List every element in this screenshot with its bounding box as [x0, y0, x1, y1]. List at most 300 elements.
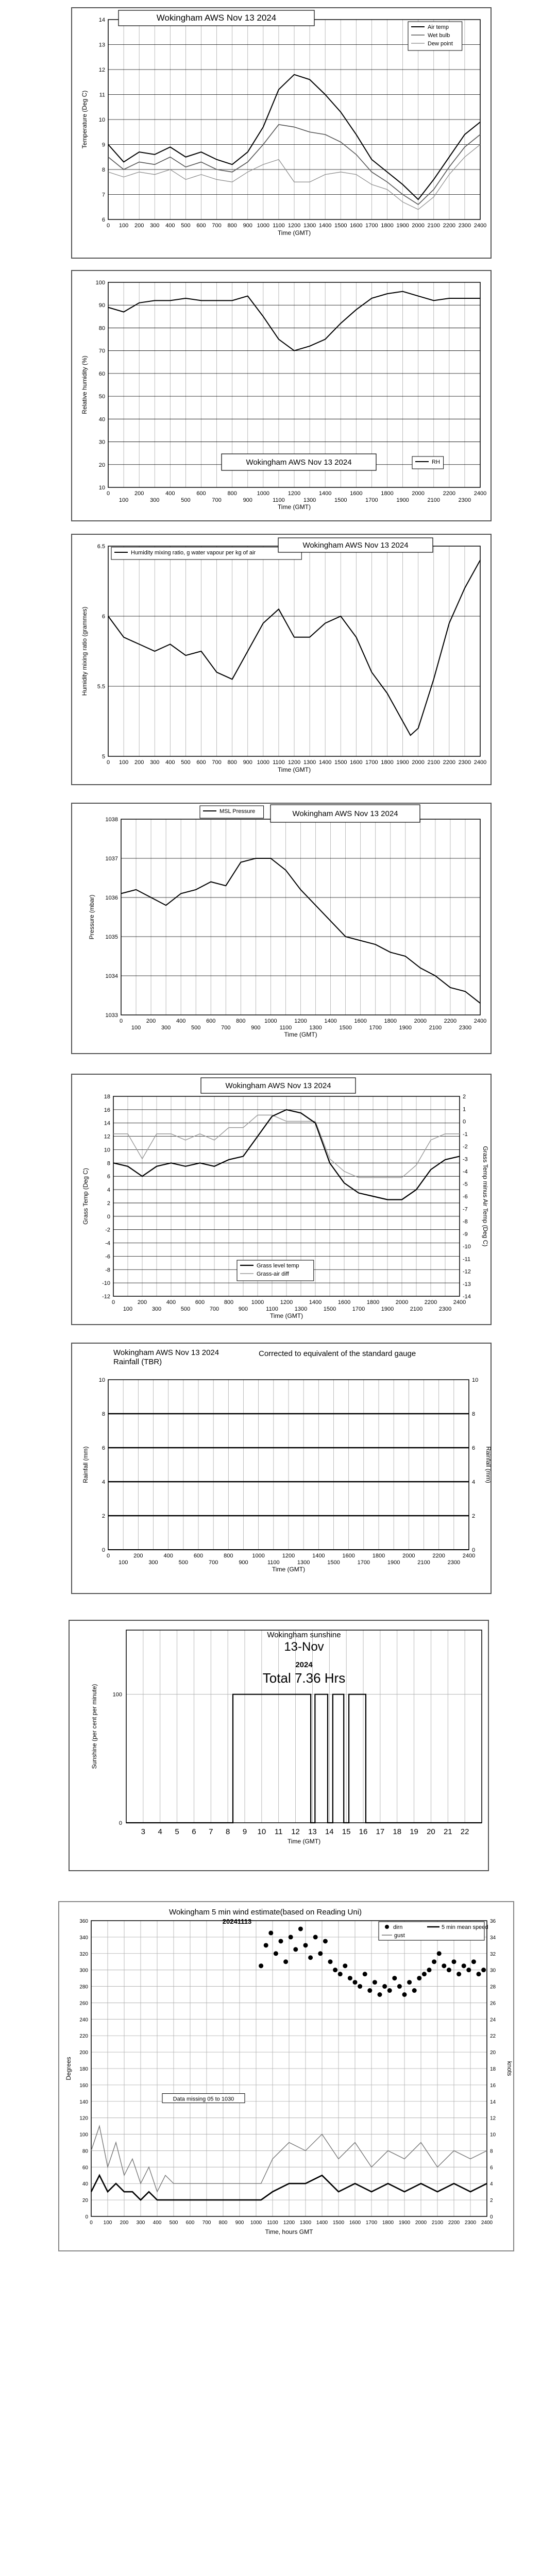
x-tick-label: 700 — [208, 1560, 218, 1566]
y-tick-label: -10 — [102, 1280, 110, 1287]
x-tick-label: 800 — [224, 1553, 233, 1559]
y-tick-label: 120 — [79, 2115, 88, 2122]
sunshine-chart-panel — [69, 1620, 489, 1871]
x-tick-label: 100 — [119, 759, 129, 766]
y-tick-label: 13 — [98, 42, 105, 48]
y-tick-label: 2 — [107, 1200, 110, 1207]
x-tick-label: 500 — [191, 1025, 201, 1031]
y-tick-label: 5.5 — [97, 684, 105, 690]
legend-entry: Humidity mixing ratio, g water vapour per kg of air — [131, 550, 256, 556]
scatter-point-dirn — [442, 1963, 446, 1968]
x-tick-label: 2200 — [432, 1553, 445, 1559]
scatter-point-dirn — [279, 1939, 283, 1943]
y-tick-label: 8 — [107, 1160, 110, 1167]
y-tick-label: 140 — [79, 2099, 88, 2105]
y-tick-label: 16 — [104, 1107, 110, 1113]
x-tick-label: 400 — [165, 223, 175, 229]
scatter-point-dirn — [481, 1968, 486, 1972]
y-tick-label-right: -12 — [463, 1268, 471, 1275]
chart-title: Wokingham AWS Nov 13 2024 — [156, 13, 277, 23]
scatter-point-dirn — [367, 1988, 372, 1993]
y-tick-label: 220 — [79, 2033, 88, 2040]
x-tick-label: 900 — [251, 1025, 261, 1031]
x-tick-label: 19 — [410, 1827, 418, 1836]
x-tick-label: 300 — [148, 1560, 158, 1566]
x-tick-label: 2400 — [474, 1018, 487, 1024]
x-tick-label: 18 — [393, 1827, 402, 1836]
legend-entry: gust — [394, 1933, 405, 1939]
y-tick-label: 9 — [102, 142, 105, 148]
y-tick-label-right: -9 — [463, 1231, 468, 1238]
y-tick-label: 160 — [79, 2082, 88, 2089]
x-tick-label: 2000 — [415, 2220, 427, 2226]
y-tick-label-right: -10 — [463, 1244, 471, 1250]
rainfall-chart-panel — [71, 1343, 492, 1594]
x-tick-label: 100 — [123, 1306, 133, 1312]
y-tick-label-right: -13 — [463, 1281, 471, 1287]
y-tick-label: 360 — [79, 1919, 88, 1924]
x-tick-label: 2300 — [447, 1560, 461, 1566]
mixing-ratio-chart-panel — [71, 534, 492, 785]
x-tick-label: 5 — [175, 1827, 179, 1836]
x-tick-label: 1000 — [250, 2220, 262, 2226]
x-tick-label: 9 — [242, 1827, 247, 1836]
y-tick-label: 20 — [82, 2198, 88, 2204]
x-tick-label: 200 — [133, 1553, 143, 1559]
y-tick-label: 1038 — [105, 817, 118, 823]
y-tick-label: -4 — [105, 1240, 110, 1247]
x-tick-label: 1300 — [303, 759, 316, 766]
x-tick-label: 100 — [131, 1025, 141, 1031]
x-tick-label: 600 — [195, 1299, 205, 1306]
y-tick-label: 4 — [107, 1187, 110, 1194]
y-tick-label-right: -8 — [463, 1218, 468, 1225]
x-tick-label: 1800 — [382, 2220, 394, 2226]
y-tick-label-right: -7 — [463, 1206, 468, 1213]
x-axis-label: Time, hours GMT — [265, 2228, 313, 2235]
x-tick-label: 8 — [225, 1827, 230, 1836]
plot-area-border — [126, 1630, 482, 1823]
x-tick-label: 2100 — [427, 223, 440, 229]
legend-entry: dirn — [393, 1924, 403, 1930]
scatter-point-dirn — [303, 1943, 308, 1947]
scatter-point-dirn — [387, 1988, 392, 1993]
x-tick-label: 1900 — [396, 497, 409, 503]
scatter-point-dirn — [353, 1980, 358, 1985]
y-tick-label: -8 — [105, 1267, 110, 1274]
x-tick-label: 900 — [243, 223, 252, 229]
x-tick-label: 1600 — [350, 223, 363, 229]
scatter-point-dirn — [293, 1947, 298, 1952]
x-tick-label: 2000 — [414, 1018, 427, 1024]
x-tick-label: 1900 — [381, 1306, 394, 1312]
x-tick-label: 200 — [134, 490, 144, 497]
x-tick-label: 21 — [443, 1827, 452, 1836]
x-tick-label: 1400 — [312, 1553, 325, 1559]
x-tick-label: 1700 — [365, 497, 378, 503]
y-tick-label-right: 20 — [490, 2050, 496, 2056]
y-tick-label: 320 — [79, 1951, 88, 1957]
y-tick-label: 18 — [104, 1094, 110, 1100]
pressure-chart — [72, 804, 493, 1055]
x-tick-label: 2200 — [444, 1018, 457, 1024]
x-tick-label: 2200 — [443, 490, 456, 497]
x-tick-label: 14 — [325, 1827, 334, 1836]
x-tick-label: 200 — [120, 2220, 129, 2226]
x-tick-label: 500 — [180, 1306, 191, 1312]
x-tick-label: 700 — [212, 497, 222, 503]
x-tick-label: 1400 — [316, 2220, 328, 2226]
x-tick-label: 800 — [236, 1018, 246, 1024]
x-tick-label: 1200 — [288, 490, 301, 497]
y-tick-label-right: 6 — [472, 1445, 476, 1451]
x-tick-label: 1100 — [273, 497, 285, 503]
y-tick-label-right: 22 — [490, 2033, 496, 2040]
x-tick-label: 300 — [136, 2220, 145, 2226]
chart-title: Wokingham AWS Nov 13 2024 — [113, 1348, 219, 1357]
chart-total: Total 7.36 Hrs — [262, 1670, 346, 1686]
y-tick-label-right: -11 — [463, 1256, 471, 1263]
y-tick-label-right: 28 — [490, 1984, 496, 1990]
x-tick-label: 700 — [202, 2220, 211, 2226]
x-tick-label: 900 — [235, 2220, 244, 2226]
scatter-point-dirn — [259, 1963, 263, 1968]
x-tick-label: 1400 — [309, 1299, 322, 1306]
x-tick-label: 200 — [134, 223, 144, 229]
x-tick-label: 1300 — [297, 1560, 310, 1566]
y-tick-label: 12 — [104, 1133, 110, 1140]
x-axis-label: Time (GMT) — [277, 229, 311, 236]
x-tick-label: 1500 — [334, 223, 347, 229]
grass-temp-chart — [72, 1075, 493, 1326]
scatter-point-dirn — [407, 1980, 412, 1985]
x-tick-label: 600 — [196, 759, 206, 766]
chart-title: Wokingham 5 min wind estimate(based on Reading Uni) — [168, 1908, 362, 1917]
scatter-point-dirn — [313, 1935, 318, 1939]
y-tick-label: 6 — [102, 217, 105, 223]
legend-entry: Air temp — [428, 24, 449, 30]
x-tick-label: 200 — [137, 1299, 147, 1306]
grass-temp-chart-panel — [71, 1074, 492, 1325]
x-tick-label: 400 — [176, 1018, 186, 1024]
x-tick-label: 200 — [146, 1018, 156, 1024]
y-tick-label-right: 32 — [490, 1951, 496, 1957]
x-tick-label: 2400 — [474, 759, 487, 766]
x-tick-label: 200 — [134, 759, 144, 766]
y-tick-label-right: 0 — [463, 1118, 466, 1125]
x-tick-label: 1800 — [384, 1018, 397, 1024]
y-axis-label: Sunshine (per cent per minute) — [91, 1684, 98, 1769]
x-tick-label: 1300 — [303, 223, 316, 229]
x-tick-label: 3 — [141, 1827, 146, 1836]
x-tick-label: 500 — [169, 2220, 178, 2226]
scatter-point-dirn — [457, 1972, 461, 1976]
scatter-point-dirn — [308, 1955, 313, 1960]
x-tick-label: 1900 — [387, 1560, 400, 1566]
x-tick-label: 1000 — [251, 1299, 264, 1306]
y-tick-label-right: 16 — [490, 2082, 496, 2089]
x-tick-label: 2100 — [431, 2220, 444, 2226]
humidity-chart-panel — [71, 270, 492, 521]
y-tick-label: 14 — [98, 17, 105, 23]
wind-chart — [59, 1902, 515, 2252]
x-tick-label: 600 — [196, 223, 206, 229]
y-tick-label: 11 — [99, 92, 105, 98]
scatter-point-dirn — [363, 1972, 367, 1976]
y-tick-label: 0 — [119, 1820, 122, 1826]
x-tick-label: 500 — [178, 1560, 189, 1566]
sunshine-chart — [70, 1621, 490, 1872]
y-tick-label-right: -14 — [463, 1294, 471, 1300]
x-tick-label: 700 — [221, 1025, 231, 1031]
x-tick-label: 0 — [90, 2220, 93, 2226]
x-tick-label: 1000 — [257, 223, 270, 229]
scatter-point-dirn — [402, 1992, 407, 1997]
x-tick-label: 1400 — [318, 759, 332, 766]
x-tick-label: 4 — [158, 1827, 162, 1836]
scatter-point-dirn — [452, 1959, 457, 1964]
x-tick-label: 1700 — [365, 759, 378, 766]
x-tick-label: 1200 — [282, 1553, 295, 1559]
legend-entry: Grass-air diff — [257, 1271, 289, 1277]
y-tick-label-right: 30 — [490, 1968, 496, 1974]
chart-subtitle: 20241113 — [222, 1918, 252, 1925]
x-tick-label: 1800 — [372, 1553, 385, 1559]
scatter-point-dirn — [392, 1976, 397, 1980]
mixing-ratio-chart — [72, 535, 493, 786]
x-tick-label: 1100 — [267, 2220, 278, 2226]
scatter-point-dirn — [477, 1972, 481, 1976]
x-tick-label: 700 — [212, 759, 222, 766]
x-tick-label: 600 — [206, 1018, 216, 1024]
chart-title: Wokingham AWS Nov 13 2024 — [246, 458, 352, 467]
x-tick-label: 1300 — [303, 497, 316, 503]
x-tick-label: 1200 — [280, 1299, 293, 1306]
x-tick-label: 1100 — [279, 1025, 292, 1031]
x-tick-label: 2100 — [417, 1560, 430, 1566]
x-tick-label: 0 — [106, 1553, 110, 1559]
y-tick-label: 80 — [98, 325, 105, 332]
x-tick-label: 2000 — [412, 759, 425, 766]
x-tick-label: 800 — [224, 1299, 234, 1306]
x-tick-label: 12 — [291, 1827, 300, 1836]
x-tick-label: 1600 — [349, 2220, 361, 2226]
y-tick-label: 100 — [79, 2132, 88, 2138]
x-tick-label: 0 — [111, 1299, 115, 1306]
x-tick-label: 1100 — [266, 1306, 278, 1312]
x-tick-label: 1100 — [267, 1560, 280, 1566]
y-tick-label: 100 — [112, 1691, 122, 1698]
x-tick-label: 500 — [181, 759, 191, 766]
y-tick-label-right: 1 — [463, 1106, 466, 1113]
y-tick-label: 6 — [107, 1174, 110, 1180]
scatter-point-dirn — [348, 1976, 352, 1980]
y-tick-label: 6.5 — [97, 544, 105, 550]
legend-entry: MSL Pressure — [219, 808, 256, 815]
x-tick-label: 1200 — [288, 759, 301, 766]
y-tick-label: 14 — [104, 1120, 110, 1127]
y-tick-label-right: 6 — [490, 2165, 493, 2171]
scatter-point-dirn — [328, 1959, 333, 1964]
y-tick-label: 50 — [98, 394, 105, 400]
x-tick-label: 1000 — [257, 759, 270, 766]
scatter-point-dirn — [338, 1972, 343, 1976]
y-tick-label: -2 — [105, 1227, 110, 1233]
chart-year: 2024 — [295, 1660, 313, 1669]
y-tick-label-right: 18 — [490, 2066, 496, 2072]
x-tick-label: 2400 — [474, 223, 487, 229]
y-tick-label-right: 4 — [472, 1479, 476, 1485]
x-tick-label: 100 — [119, 223, 129, 229]
x-tick-label: 1300 — [309, 1025, 322, 1031]
x-tick-label: 1000 — [264, 1018, 277, 1024]
y-tick-label: -6 — [105, 1253, 110, 1260]
x-tick-label: 500 — [181, 223, 191, 229]
y-tick-label-right: -1 — [463, 1131, 468, 1138]
scatter-point-dirn — [323, 1939, 328, 1943]
humidity-chart — [72, 271, 493, 522]
x-tick-label: 0 — [106, 223, 110, 229]
y-tick-label: 340 — [79, 1935, 88, 1941]
scatter-point-dirn — [318, 1951, 323, 1956]
x-tick-label: 700 — [209, 1306, 219, 1312]
x-tick-label: 2400 — [462, 1553, 476, 1559]
y-tick-label-right: 36 — [490, 1919, 496, 1924]
x-tick-label: 700 — [212, 223, 222, 229]
chart-title: Wokingham AWS Nov 13 2024 — [225, 1081, 331, 1090]
scatter-point-dirn — [268, 1930, 273, 1935]
chart-annotation: Data missing 05 to 1030 — [173, 2096, 234, 2103]
x-tick-label: 1400 — [318, 223, 332, 229]
x-tick-label: 1900 — [396, 223, 409, 229]
x-tick-label: 400 — [165, 490, 175, 497]
x-tick-label: 2200 — [443, 223, 456, 229]
y-axis-label: Pressure (mbar) — [88, 894, 95, 940]
chart-title: Wokingham sunshine — [267, 1631, 341, 1639]
y-tick-label: 0 — [85, 2214, 88, 2220]
scatter-point-dirn — [427, 1968, 432, 1972]
scatter-point-dirn — [437, 1951, 442, 1956]
y-tick-label: 80 — [82, 2148, 88, 2155]
x-tick-label: 11 — [274, 1827, 283, 1836]
y-tick-label-right: 10 — [490, 2132, 496, 2138]
y-tick-label-right: 34 — [490, 1935, 496, 1941]
x-tick-label: 1600 — [354, 1018, 367, 1024]
x-tick-label: 2100 — [429, 1025, 442, 1031]
scatter-point-dirn — [466, 1968, 471, 1972]
scatter-point-dirn — [298, 1926, 303, 1931]
x-tick-label: 2100 — [427, 497, 440, 503]
x-tick-label: 300 — [150, 497, 160, 503]
x-tick-label: 600 — [196, 490, 206, 497]
scatter-point-dirn — [432, 1959, 436, 1964]
x-tick-label: 1100 — [273, 223, 285, 229]
y-tick-label-right: -2 — [463, 1144, 468, 1150]
y-tick-label: 240 — [79, 2017, 88, 2023]
y-axis-label-right: Grass Temp minus Air Temp (Deg C) — [482, 1146, 489, 1247]
x-tick-label: 1000 — [257, 490, 270, 497]
y-axis-label-right: Rainfall (mm) — [485, 1446, 492, 1483]
x-tick-label: 1500 — [339, 1025, 352, 1031]
x-tick-label: 2300 — [464, 2220, 477, 2226]
y-tick-label: 200 — [79, 2050, 88, 2056]
chart-annotation: Corrected to equivalent of the standard gauge — [259, 1349, 416, 1358]
x-tick-label: 10 — [257, 1827, 266, 1836]
x-tick-label: 900 — [239, 1560, 248, 1566]
y-tick-label-right: -3 — [463, 1156, 468, 1163]
x-tick-label: 900 — [243, 759, 252, 766]
y-axis-label: Temperature (Deg C) — [81, 90, 88, 149]
chart-subtitle: Rainfall (TBR) — [113, 1358, 162, 1366]
x-tick-label: 2400 — [481, 2220, 493, 2226]
x-tick-label: 0 — [106, 490, 110, 497]
y-tick-label: 260 — [79, 2001, 88, 2007]
y-tick-label: 5 — [102, 754, 105, 760]
legend-swatch — [385, 1925, 389, 1929]
y-tick-label: 1036 — [105, 895, 118, 901]
x-tick-label: 15 — [342, 1827, 351, 1836]
x-tick-label: 1500 — [323, 1306, 336, 1312]
x-tick-label: 2400 — [453, 1299, 466, 1306]
y-tick-label-right: 4 — [490, 2181, 493, 2188]
x-tick-label: 1200 — [283, 2220, 295, 2226]
y-tick-label: 6 — [102, 1445, 105, 1451]
x-tick-label: 1500 — [327, 1560, 340, 1566]
legend-entry: RH — [432, 459, 440, 465]
x-tick-label: 1800 — [366, 1299, 380, 1306]
scatter-point-dirn — [462, 1963, 466, 1968]
scatter-point-dirn — [412, 1988, 417, 1993]
scatter-point-dirn — [417, 1976, 421, 1980]
x-tick-label: 300 — [150, 759, 160, 766]
x-tick-label: 2000 — [412, 490, 425, 497]
x-tick-label: 600 — [193, 1553, 204, 1559]
y-axis-label: Rainfall (mm) — [82, 1446, 89, 1483]
y-tick-label-right: 12 — [490, 2115, 496, 2122]
x-tick-label: 2000 — [412, 223, 425, 229]
x-tick-label: 1600 — [350, 759, 363, 766]
x-tick-label: 1700 — [365, 223, 378, 229]
y-tick-label: 20 — [98, 462, 105, 468]
y-tick-label: 180 — [79, 2066, 88, 2072]
x-tick-label: 2200 — [424, 1299, 437, 1306]
x-tick-label: 2100 — [427, 759, 440, 766]
wind-chart-panel — [58, 1901, 514, 2251]
y-tick-label: 7 — [102, 192, 105, 198]
scatter-point-dirn — [333, 1968, 337, 1972]
x-axis-label: Time (GMT) — [287, 1838, 321, 1845]
x-tick-label: 1700 — [357, 1560, 370, 1566]
x-tick-label: 1800 — [381, 223, 394, 229]
y-tick-label: 60 — [98, 370, 105, 377]
x-tick-label: 1300 — [299, 2220, 312, 2226]
scatter-point-dirn — [373, 1980, 377, 1985]
x-tick-label: 6 — [192, 1827, 196, 1836]
y-tick-label: 4 — [102, 1479, 105, 1485]
x-tick-label: 0 — [106, 759, 110, 766]
scatter-point-dirn — [382, 1984, 387, 1989]
y-tick-label: 1034 — [105, 973, 118, 979]
x-tick-label: 7 — [209, 1827, 213, 1836]
scatter-point-dirn — [274, 1951, 278, 1956]
x-tick-label: 1600 — [337, 1299, 351, 1306]
y-tick-label-right: 24 — [490, 2017, 496, 2023]
x-tick-label: 300 — [161, 1025, 171, 1031]
y-tick-label: 12 — [98, 67, 105, 73]
scatter-point-dirn — [471, 1959, 476, 1964]
x-tick-label: 2300 — [438, 1306, 452, 1312]
x-tick-label: 1400 — [324, 1018, 337, 1024]
